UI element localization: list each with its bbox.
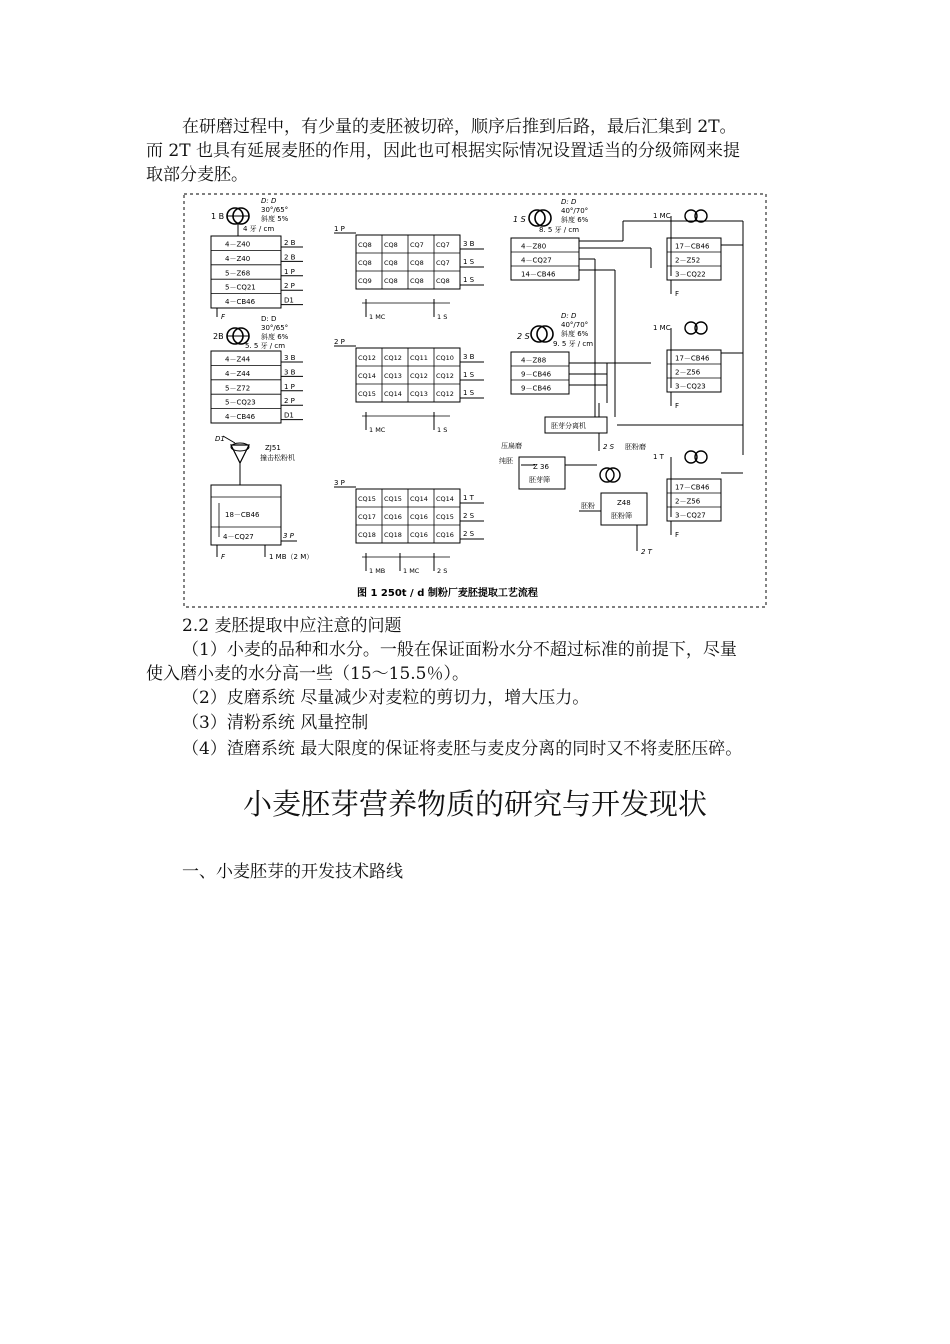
left-bottom-row-1: 18－CB46 bbox=[225, 511, 260, 519]
left_top-row-4: 5－CQ21 bbox=[225, 283, 256, 292]
t1-row-1: 17－CB46 bbox=[675, 483, 710, 492]
s2-teeth: 9. 5 牙 / cm bbox=[553, 340, 594, 348]
purifier2-cell: CQ14 bbox=[384, 390, 402, 398]
germ-powder-label: 胚粉 bbox=[581, 502, 595, 510]
purifier3-cell: CQ16 bbox=[384, 513, 402, 521]
purifier2-cell: CQ13 bbox=[410, 390, 428, 398]
purifier2-out: 1 S bbox=[463, 389, 475, 397]
purifier2-cell: CQ12 bbox=[384, 354, 402, 362]
left_top-row-1: 4－Z40 bbox=[225, 240, 251, 249]
pure-germ-label: 纯胚 bbox=[499, 457, 513, 465]
section-2-2-heading: 2.2 麦胚提取中应注意的问题 bbox=[182, 616, 402, 636]
germ-sieve-model: Z 36 bbox=[533, 463, 549, 471]
s2-roll-label: D: D bbox=[561, 312, 577, 320]
left_top-out-1: 2 B bbox=[284, 239, 296, 247]
purifier1-cell: CQ7 bbox=[436, 259, 450, 267]
left_mid-row-2: 4－Z44 bbox=[225, 369, 251, 378]
germ-powder-out: 2 T bbox=[641, 548, 652, 556]
purifier1-cell: CQ7 bbox=[410, 241, 424, 249]
left_top-out-4: 2 P bbox=[284, 282, 295, 291]
left-top-teeth: 4 牙 / cm bbox=[243, 225, 275, 233]
left_top-row-3: 5－Z68 bbox=[225, 269, 251, 278]
purifier2-bottom: 1 MC bbox=[369, 426, 386, 434]
section-2-2-item-4: （4）渣磨系统 最大限度的保证将麦胚与麦皮分离的同时又不将麦胚压碎。 bbox=[182, 739, 743, 759]
s1-head: 1 S bbox=[513, 215, 526, 224]
left-bottom-mb: 1 MB（2 M） bbox=[269, 553, 314, 561]
purifier1-out: 1 S bbox=[463, 276, 475, 284]
purifier2-head: 2 P bbox=[334, 338, 345, 346]
left-mid-roll-label: D: D bbox=[261, 315, 277, 323]
purifier2-cell: CQ13 bbox=[384, 372, 402, 380]
left_top-out-5: D1 bbox=[284, 296, 294, 305]
left-mid-angle: 30°/65° bbox=[261, 324, 289, 332]
purifier1-cell: CQ8 bbox=[436, 277, 450, 285]
purifier1-cell: CQ8 bbox=[384, 277, 398, 285]
m2-bottom: F bbox=[675, 402, 680, 410]
left_top-row-2: 4－Z40 bbox=[225, 254, 251, 263]
s1-row-3: 14－CB46 bbox=[521, 270, 556, 279]
m2-head: 1 MC bbox=[653, 324, 671, 332]
purifier2-cell: CQ11 bbox=[410, 354, 428, 362]
purifier2-out: 3 B bbox=[463, 353, 475, 361]
purifier3-cell: CQ18 bbox=[358, 531, 376, 539]
flaker-label: 压扁磨 bbox=[501, 442, 522, 450]
purifier3-cell: CQ14 bbox=[410, 495, 428, 503]
purifier2-cell: CQ12 bbox=[436, 372, 454, 380]
purifier1-head: 1 P bbox=[334, 225, 345, 233]
purifier3-cell: CQ16 bbox=[410, 513, 428, 521]
s1-row-1: 4－Z80 bbox=[521, 242, 547, 251]
purifier2-cell: CQ15 bbox=[358, 390, 376, 398]
purifier1-cell: CQ8 bbox=[384, 241, 398, 249]
intro-line-2: 而 2T 也具有延展麦胚的作用，因此也可根据实际情况设置适当的分级筛网来提 bbox=[146, 141, 740, 161]
purifier3-cell: CQ14 bbox=[436, 495, 454, 503]
left-mid-teeth: 5. 5 牙 / cm bbox=[245, 342, 286, 350]
purifier3-bottom: 1 MB bbox=[369, 567, 386, 575]
left_mid-out-4: 2 P bbox=[284, 397, 295, 406]
purifier3-cell: CQ16 bbox=[410, 531, 428, 539]
left_top-out-3: 1 P bbox=[284, 267, 295, 276]
left-top-angle: 30°/65° bbox=[261, 206, 289, 214]
purifier1-cell: CQ7 bbox=[436, 241, 450, 249]
section-2-2-item-1b: 使入磨小麦的水分高一些（15～15.5％）。 bbox=[146, 664, 469, 684]
s2-row-1: 4－Z88 bbox=[521, 356, 547, 365]
purifier3-cell: CQ15 bbox=[358, 495, 376, 503]
separator-out: 2 S bbox=[603, 443, 615, 451]
s1-slope: 斜度 6% bbox=[561, 216, 589, 224]
s1-roll-label: D: D bbox=[561, 198, 577, 206]
left_mid-out-5: D1 bbox=[284, 411, 294, 420]
separator-label: 胚芽分离机 bbox=[551, 422, 586, 430]
germ-mill-label: 胚粉磨 bbox=[625, 443, 646, 451]
purifier3-out: 1 T bbox=[463, 494, 474, 502]
figure-caption: 图 1 250t / d 制粉厂麦胚提取工艺流程 bbox=[357, 588, 538, 599]
purifier1-bottom: 1 S bbox=[437, 313, 448, 321]
germ-sieve-name: 胚芽筛 bbox=[529, 476, 550, 484]
s2-row-3: 9－CB46 bbox=[521, 384, 552, 393]
purifier3-cell: CQ16 bbox=[436, 531, 454, 539]
article-title: 小麦胚芽营养物质的研究与开发现状 bbox=[242, 787, 707, 821]
purifier3-cell: CQ18 bbox=[384, 531, 402, 539]
germ-sieve2-name: 胚粉筛 bbox=[611, 512, 632, 520]
purifier2-bottom: 1 S bbox=[437, 426, 448, 434]
left_top-row-5: 4－CB46 bbox=[225, 298, 256, 307]
left_mid-row-4: 5－CQ23 bbox=[225, 398, 256, 407]
purifier2-cell: CQ12 bbox=[358, 354, 376, 362]
flow-diagram bbox=[183, 193, 767, 608]
purifier2-cell: CQ14 bbox=[358, 372, 376, 380]
purifier1-bottom: 1 MC bbox=[369, 313, 386, 321]
section-2-2-item-2: （2）皮磨系统 尽量减少对麦粒的剪切力，增大压力。 bbox=[182, 688, 590, 708]
purifier1-cell: CQ8 bbox=[410, 277, 424, 285]
left_mid-row-3: 5－Z72 bbox=[225, 384, 251, 393]
purifier3-out: 2 S bbox=[463, 512, 475, 520]
left-mid-slope: 斜度 6% bbox=[261, 333, 289, 341]
left-top-bottom: F bbox=[221, 313, 226, 321]
purifier2-cell: CQ12 bbox=[436, 390, 454, 398]
purifier1-out: 3 B bbox=[463, 240, 475, 248]
m2-row-1: 17－CB46 bbox=[675, 354, 710, 363]
purifier1-cell: CQ9 bbox=[358, 277, 372, 285]
intro-line-1: 在研磨过程中，有少量的麦胚被切碎，顺序后推到后路，最后汇集到 2T。 bbox=[182, 117, 737, 137]
s2-head: 2 S bbox=[517, 332, 530, 341]
purifier3-cell: CQ17 bbox=[358, 513, 376, 521]
germ-sieve2-model: Z48 bbox=[617, 499, 631, 507]
left-bottom-f: F bbox=[221, 553, 226, 561]
t1-row-3: 3－CQ27 bbox=[675, 511, 706, 520]
purifier3-cell: CQ15 bbox=[384, 495, 402, 503]
s1-teeth: 8. 5 牙 / cm bbox=[539, 226, 580, 234]
s2-angle: 40°/70° bbox=[561, 321, 589, 329]
purifier2-cell: CQ12 bbox=[410, 372, 428, 380]
left-top-slope: 斜度 5% bbox=[261, 215, 289, 223]
s2-row-2: 9－CB46 bbox=[521, 370, 552, 379]
purifier1-cell: CQ8 bbox=[358, 241, 372, 249]
purifier1-cell: CQ8 bbox=[384, 259, 398, 267]
purifier1-out: 1 S bbox=[463, 258, 475, 266]
impact-in: D1 bbox=[215, 435, 225, 443]
left-top-head: 1 B bbox=[211, 212, 225, 221]
left_mid-row-5: 4－CB46 bbox=[225, 413, 256, 422]
m1-bottom: F bbox=[675, 290, 680, 298]
m1-row-3: 3－CQ22 bbox=[675, 270, 706, 279]
purifier1-cell: CQ8 bbox=[410, 259, 424, 267]
purifier3-cell: CQ15 bbox=[436, 513, 454, 521]
left_top-out-2: 2 B bbox=[284, 253, 296, 262]
intro-line-3: 取部分麦胚。 bbox=[146, 165, 248, 185]
section-2-2-item-1a: （1）小麦的品种和水分。一般在保证面粉水分不超过标准的前提下，尽量 bbox=[182, 640, 737, 660]
purifier3-out: 2 S bbox=[463, 530, 475, 538]
t1-head: 1 T bbox=[653, 453, 664, 461]
purifier2-cell: CQ10 bbox=[436, 354, 454, 362]
s1-row-2: 4－CQ27 bbox=[521, 256, 552, 265]
purifier3-bottom: 1 MC bbox=[403, 567, 420, 575]
left-top-roll-label: D: D bbox=[261, 197, 277, 205]
article-subheading: 一、小麦胚芽的开发技术路线 bbox=[182, 862, 403, 882]
m1-row-2: 2－Z52 bbox=[675, 256, 701, 265]
left-bottom-row-2: 4－CQ27 bbox=[223, 533, 254, 541]
m2-row-3: 3－CQ23 bbox=[675, 382, 706, 391]
m1-row-1: 17－CB46 bbox=[675, 242, 710, 251]
purifier3-head: 3 P bbox=[334, 479, 345, 487]
left_mid-out-3: 1 P bbox=[284, 382, 295, 391]
m1-head: 1 MC bbox=[653, 212, 671, 220]
impact-model: ZJ51 bbox=[265, 444, 281, 452]
s2-slope: 斜度 6% bbox=[561, 330, 589, 338]
t1-row-2: 2－Z56 bbox=[675, 497, 701, 506]
s1-angle: 40°/70° bbox=[561, 207, 589, 215]
process-flow-figure bbox=[183, 193, 767, 608]
purifier1-cell: CQ8 bbox=[358, 259, 372, 267]
left_mid-out-1: 3 B bbox=[284, 354, 296, 362]
left_mid-out-2: 3 B bbox=[284, 368, 296, 377]
left-bottom-out: 3 P bbox=[283, 532, 294, 540]
purifier3-bottom: 2 S bbox=[437, 567, 448, 575]
purifier2-out: 1 S bbox=[463, 371, 475, 379]
m2-row-2: 2－Z56 bbox=[675, 368, 701, 377]
left_mid-row-1: 4－Z44 bbox=[225, 355, 251, 364]
t1-bottom: F bbox=[675, 531, 680, 539]
section-2-2-item-3: （3）清粉系统 风量控制 bbox=[182, 713, 369, 733]
impact-name: 撞击松粉机 bbox=[260, 454, 295, 462]
left-mid-head: 2B bbox=[213, 332, 224, 341]
